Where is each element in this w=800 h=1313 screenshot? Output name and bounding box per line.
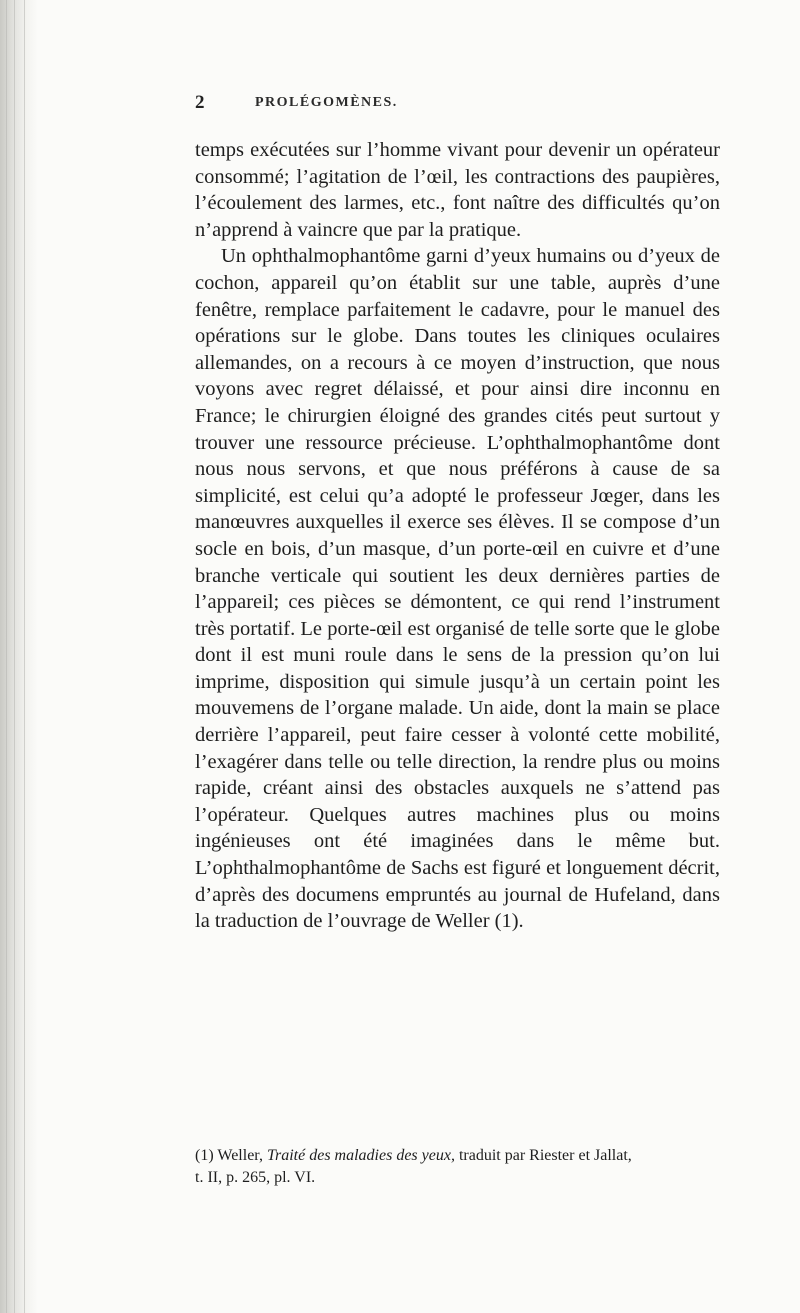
footnote-author: Weller, [217, 1147, 263, 1164]
footnote-line [195, 1145, 720, 1167]
gutter-edge-line [14, 0, 15, 1313]
body-text [195, 137, 720, 935]
paragraph: temps exécutées sur l’homme vivant pour devenir un opérateur consommé; l’agitation de l’œil, les contractions des paupières, l’écoulement des larmes, etc., font naître des difficultés qu’on n’apprend à vaincre que par la pratique. [195, 139, 720, 241]
gutter-edge-line [6, 0, 7, 1313]
page-number: 2 [195, 92, 205, 113]
footnote [195, 1145, 720, 1189]
footnote-marker: (1) [195, 1147, 214, 1164]
footnote-text: traduit par Riester et Jallat, [458, 1147, 632, 1164]
running-head: PROLÉGOMÈNES. [255, 95, 398, 110]
gutter-edge-line [24, 0, 25, 1313]
footnote-line: t. II, p. 265, pl. VI. [195, 1169, 316, 1186]
footnote-title: Traité des maladies des yeux, [266, 1147, 455, 1164]
page-header [195, 92, 715, 114]
paragraph: Un ophthalmophantôme garni d’yeux humains ou d’yeux de cochon, appareil qu’on établit sur une table, auprès d’une fenêtre, remplace parfaitement le cadavre, pour le manuel des opérations sur le globe. Dans toutes les cliniques oculaires allemandes, on a recours à ce moyen d’instruction, que nous voyons avec regret délaissé, et pour ainsi dire inconnu en France; le chirurgien éloigné des grandes cités peut surtout y trouver une ressource précieuse. L’ophthalmophantôme dont nous nous servons, et que nous préférons à cause de sa simplicité, est celui qu’a adopté le professeur Jœger, dans les manœuvres auxquelles il exerce ses élèves. Il se compose d’un socle en bois, d’un masque, d’un porte-œil en cuivre et d’une branche verticale qui soutient les deux dernières parties de l’appareil; ces pièces se démontent, ce qui rend l’instrument très portatif. Le porte-œil est organisé de telle sorte que le globe dont il est muni roule dans le sens de la pression qu’on lui imprime, disposition qui simule jusqu’à un certain point les mouvemens de l’organe malade. Un aide, dont la main se place derrière l’appareil, peut faire cesser à volonté cette mobilité, l’exagérer dans telle ou telle direction, la rendre plus ou moins rapide, créant ainsi des obstacles auxquels ne s’attend pas l’opérateur. Quelques autres machines plus ou moins ingénieuses ont été imaginées dans le même but. L’ophthalmophantôme de Sachs est figuré et longuement décrit, d’après des documens empruntés au journal de Hufeland, dans la traduction de l’ouvrage de Weller (1). [195, 245, 720, 933]
